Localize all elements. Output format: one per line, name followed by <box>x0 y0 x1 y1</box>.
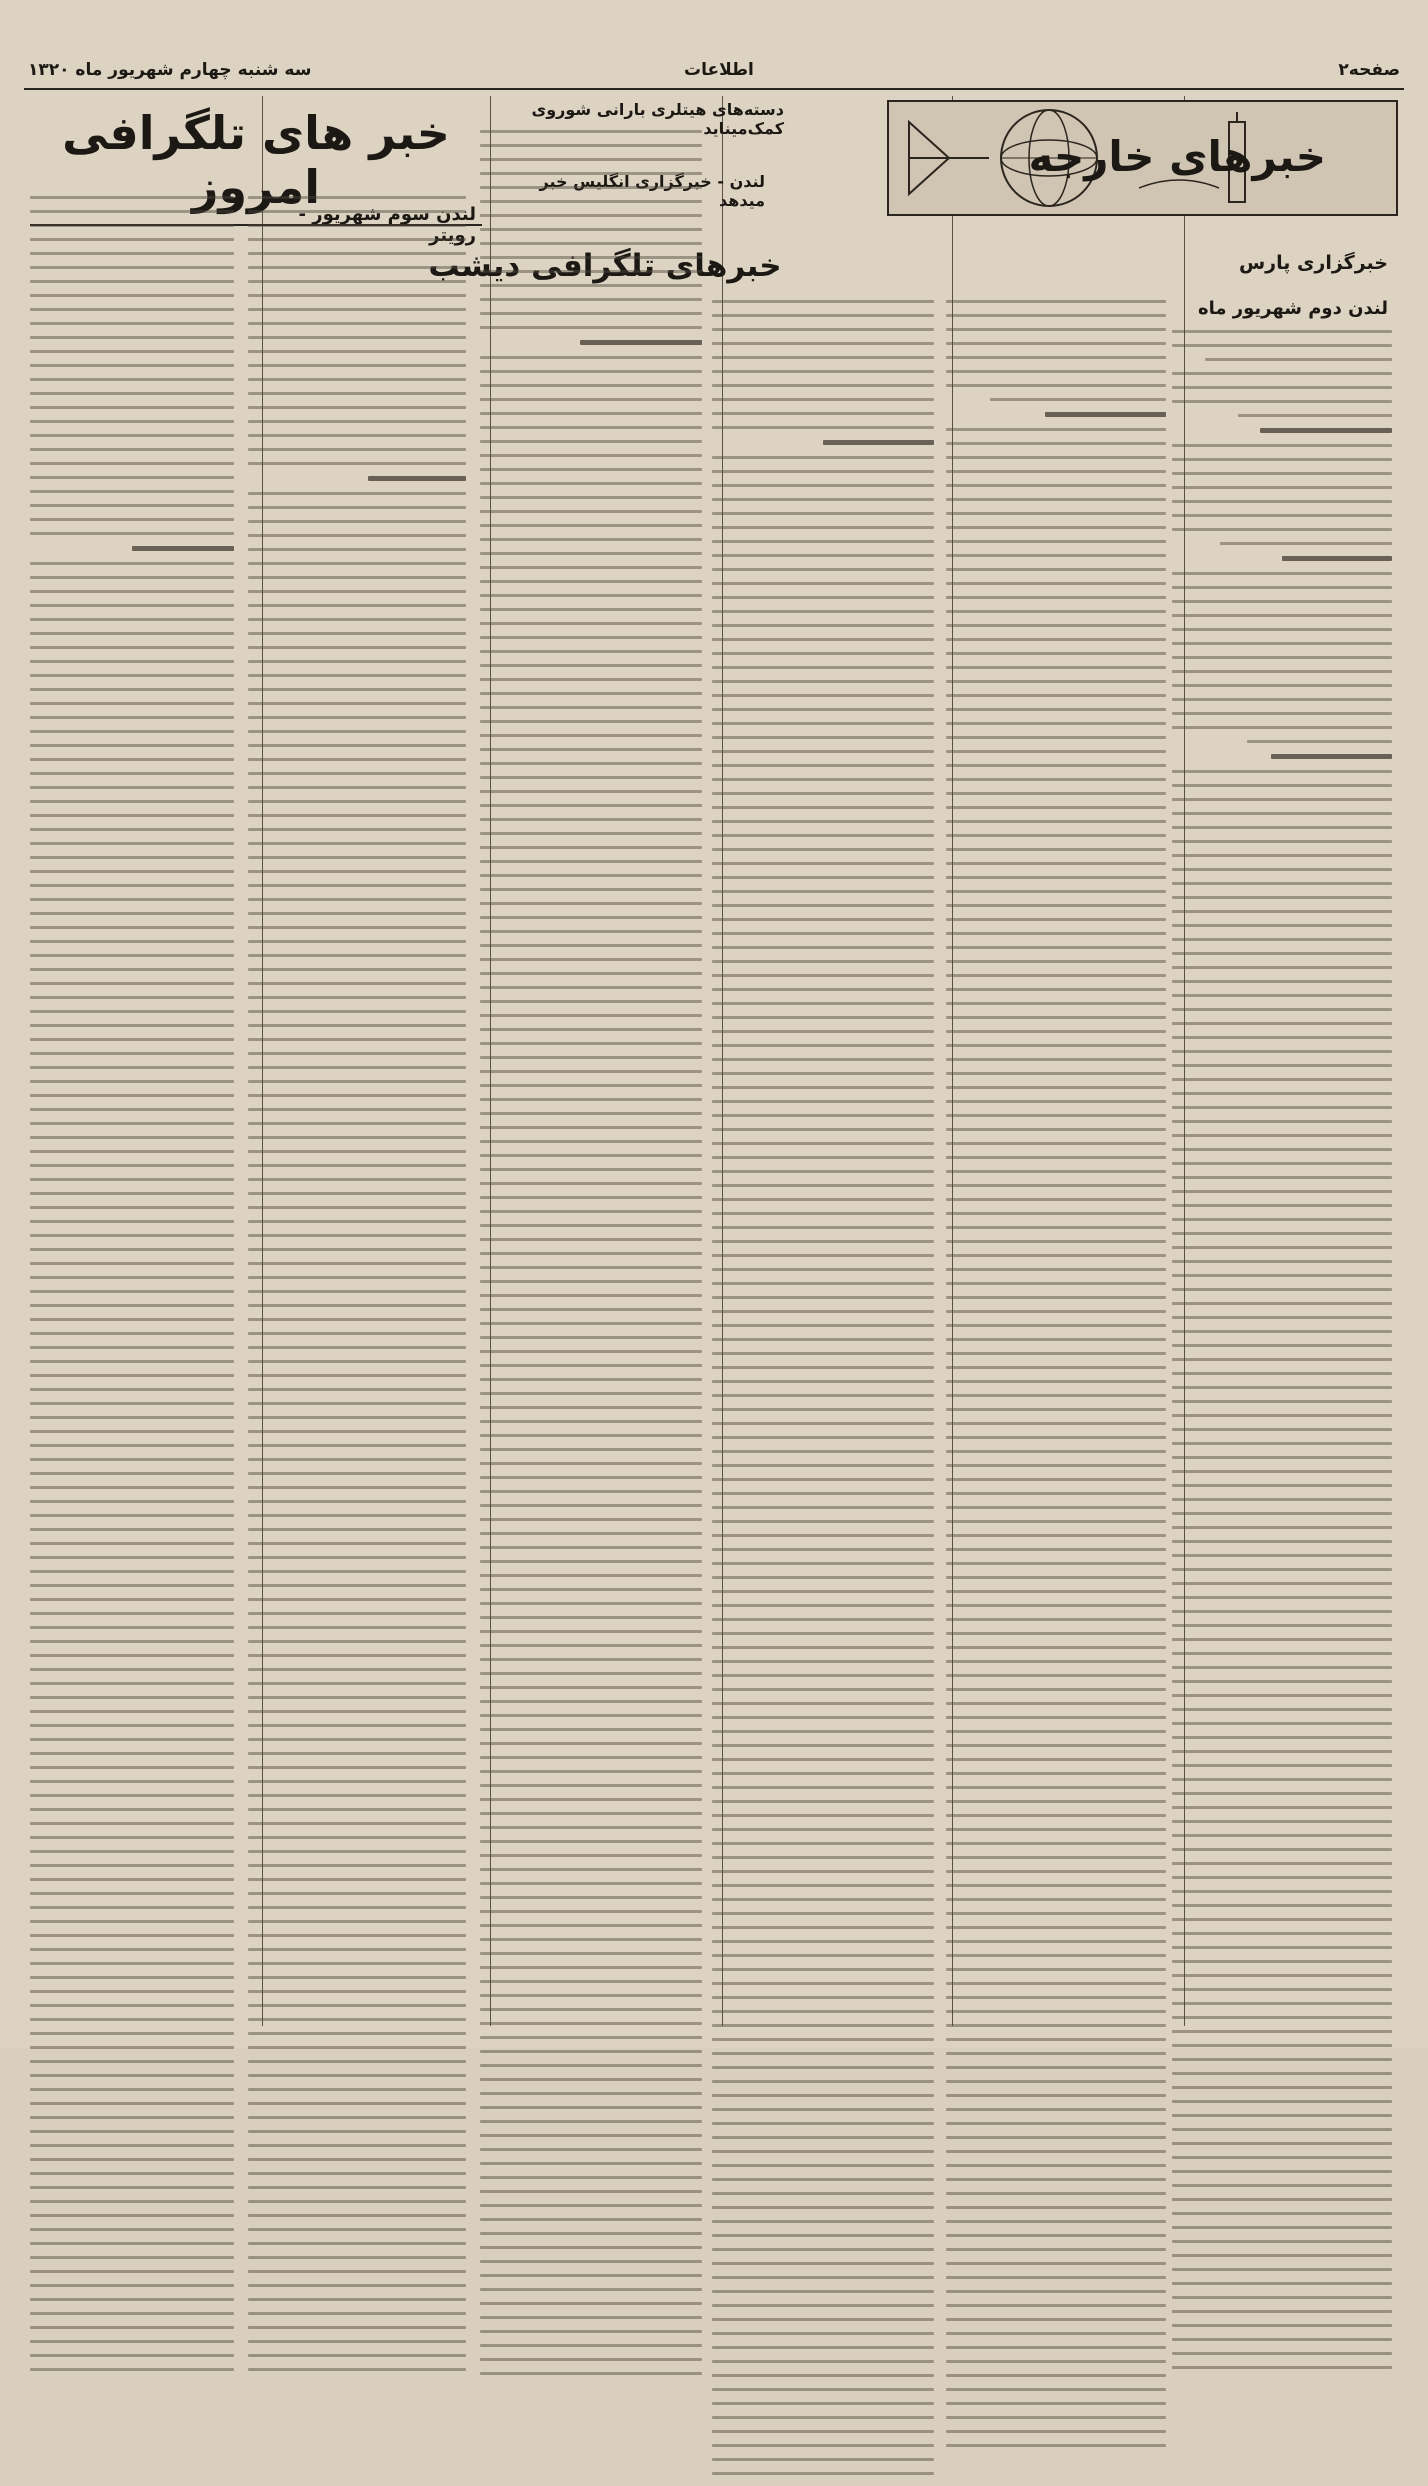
column-title: دسته‌های هیتلری بارانی شوروی کمک‌میناید <box>531 100 784 138</box>
article-column <box>30 196 234 2382</box>
page-number: صفحه۲ <box>1338 60 1400 80</box>
article-column <box>946 300 1166 2458</box>
article-column <box>712 300 934 2486</box>
foreign-news-banner <box>887 100 1398 216</box>
second-headline: خبرهای تلگرافی دیشب <box>428 248 782 284</box>
dateline-london-right: لندن دوم شهریور ماه <box>1197 298 1388 319</box>
main-headline: خبر های تلگرافی امروز <box>30 106 482 226</box>
article-column <box>1172 330 1392 2380</box>
agency-label: خبرگزاری پارس <box>1238 252 1388 274</box>
issue-date: سه شنبه چهارم شهریور ماه ۱۳۲۰ <box>28 60 312 80</box>
dateline-london-center: لندن - خبرگزاری انگلیس خبر میدهد <box>539 172 765 210</box>
running-header <box>24 54 1404 90</box>
newspaper-name: اطلاعات <box>684 60 754 80</box>
dateline-london-left: لندن سوم شهریور - رویتر <box>298 204 476 246</box>
article-column <box>248 196 466 2382</box>
banner-title: خبرهای خارجه <box>1028 132 1326 181</box>
